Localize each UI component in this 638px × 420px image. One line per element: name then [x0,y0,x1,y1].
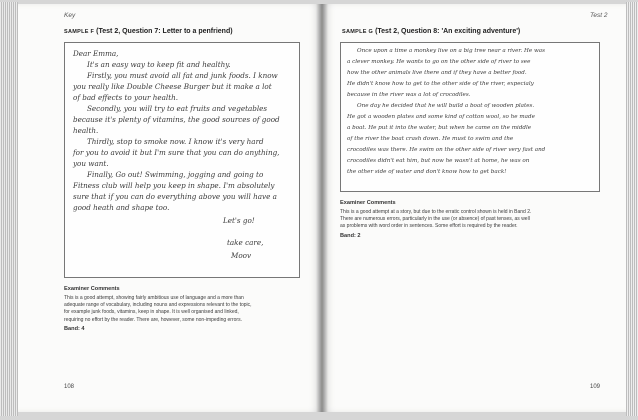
page-edges-right [626,2,638,416]
sample-f-title [64,28,233,35]
letter-line: It's an easy way to keep fit and healthy. [87,60,231,69]
running-head-left: Key [64,12,76,19]
comment-line: This is a good attempt, showing fairly ambitious use of language and a more than [64,295,244,301]
story-line: how the other animals live there and if they have a better food. [347,70,527,76]
sample-f-heading: (Test 2, Question 7: Letter to a penfriend) [96,28,233,35]
comment-line: adequate range of vocabulary, including nouns and expressions relevant to the topic, [64,302,252,309]
story-line: He didn't know how to get to the other side of the river, expecialy [347,81,534,87]
letter-line: Dear Emma, [73,49,119,58]
sample-g-title [342,28,520,35]
story-line: Once upon a time a monkey live on a big tree near a river. He was [357,48,545,54]
comment-line: as problems with word order in sentences. Some effort is required by the reader. [340,223,518,230]
letter-line: sure that if you can do everything above you will have a [73,192,277,201]
letter-line: Firstly, you must avoid all fat and junk foods. I know [87,71,278,80]
letter-line: of bad effects to your health. [73,93,179,102]
letter-line: health. [73,126,99,135]
letter-line: good heath and shape too. [73,203,170,212]
letter-line: Thirdly, stop to smoke now. I know it's very hard [87,137,264,146]
right-page [322,4,626,412]
letter-line: you really like Double Cheese Burger but it make a lot [73,82,272,91]
band-score: Band: 4 [64,326,85,332]
comment-line: requiring no effort by the reader. There are, however, some non-impeding errors. [64,316,242,323]
letter-line: you want. [73,159,109,168]
story-line: crocodiles was there. He swim on the other side of river very fast and [347,147,546,153]
letter-line: because it's plenty of vitamins, the good sources of good [73,115,280,124]
page-number: 108 [64,384,75,390]
left-page [18,4,322,412]
band-score: Band: 2 [340,233,361,239]
page-number: 109 [590,384,601,390]
comment-line: There are numerous errors, particularly in the use (or absence) of past tenses, as well [340,216,530,223]
story-line: He got a wooden plates and some kind of cotton wool, so he made [347,114,535,120]
sample-g-label: SAMPLE G [342,29,374,35]
story-line: One day he decided that he will build a boat of wooden plates. [357,103,535,109]
sample-f-label: SAMPLE F [64,29,95,35]
letter-line: Let's go! [223,216,255,225]
story-line: of the river the boat crash down. He must to swim and the [347,136,514,142]
letter-line: Finally, Go out! Swimming, jogging and going to [87,170,264,179]
running-head-right: Test 2 [590,12,608,19]
examiner-comments-heading: Examiner Comments [340,200,396,206]
story-handwriting-box [340,42,600,192]
story-line: a clever monkey. He wants to go on the other side of river to see [347,59,531,65]
letter-line: for you to avoid it but I'm sure that you can do anything, [73,148,280,157]
story-line: crocodiles didn't eat him, but now he wasn't at home, he was on [347,158,530,164]
book-gutter [316,4,328,412]
letter-line: take care, [227,238,264,247]
examiner-comments-text [64,295,316,324]
sample-g-heading: (Test 2, Question 8: 'An exciting adventure') [375,28,521,35]
examiner-comments-heading: Examiner Comments [64,286,120,292]
story-line: because in the river was a lot of crocodiles. [347,92,471,98]
page-edges-left [0,2,18,416]
letter-line: Secondly, you will try to eat fruits and vegetables [87,104,268,113]
comment-line: for example junk foods, vitamins, keep in shape. It is well organised and linked, [64,309,239,316]
story-line: the other side of water and don't know how to get back! [347,169,507,175]
comment-line: This is a good attempt at a story, but due to the erratic control shown is held in Band 2. [340,209,532,215]
story-line: a boat. He put it into the water, but when he came on the middle [347,125,532,131]
letter-line: Fitness club will help you keep in shape. I'm absolutely [73,181,275,190]
letter-signature: Moov [231,251,252,260]
examiner-comments-text [340,209,610,231]
letter-handwriting-box [64,42,300,278]
